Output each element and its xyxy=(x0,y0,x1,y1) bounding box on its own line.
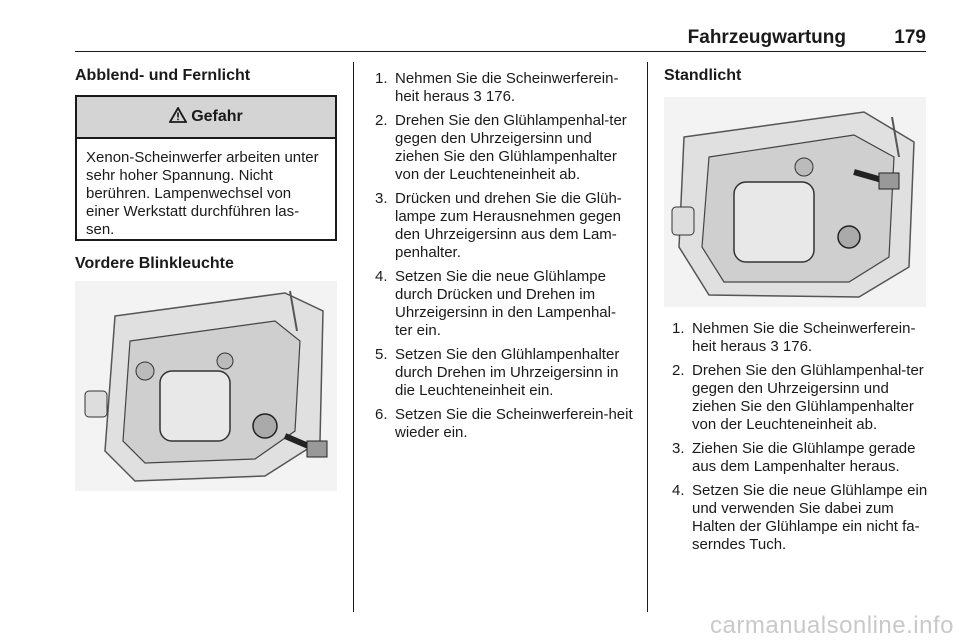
column-right xyxy=(664,66,926,86)
figure-front-indicator xyxy=(75,281,337,491)
list-item: 5. Setzen Sie den Glühlampenhalter durch Drehen im Uhrzeigersinn in die Leuchteneinheit ein. xyxy=(375,346,620,399)
column-divider-2 xyxy=(647,62,648,612)
danger-box-header xyxy=(77,97,335,139)
list-item: 6. Setzen Sie die Scheinwerferein-heit wieder ein. xyxy=(375,406,633,441)
watermark: carmanualsonline.info xyxy=(710,612,954,639)
heading-parking-light: Standlicht xyxy=(664,67,742,84)
warning-triangle-icon xyxy=(169,107,187,128)
list-item: 4. Setzen Sie die neue Glühlampe ein und verwenden Sie dabei zum Halten der Glühlampe ein nicht fa-serndes Tuch. xyxy=(672,482,928,553)
danger-box xyxy=(75,95,337,241)
list-item: 1. Nehmen Sie die Scheinwerferein-heit heraus 3 176. xyxy=(672,320,916,355)
list-item: 1. Nehmen Sie die Scheinwerferein-heit heraus 3 176. xyxy=(375,70,619,105)
list-item: 2. Drehen Sie den Glühlampenhal-ter gegen den Uhrzeigersinn und ziehen Sie den Glühlampenhalter von der Leuchteneinheit ab. xyxy=(375,112,627,183)
column-middle xyxy=(375,70,633,448)
parking-steps-list xyxy=(672,320,928,554)
page-header xyxy=(75,27,926,52)
indicator-steps-list xyxy=(375,70,633,442)
list-item: 4. Setzen Sie die neue Glühlampe durch Drücken und Drehen im Uhrzeigersinn in den Lampenhal-ter ein. xyxy=(375,268,616,339)
heading-front-indicator: Vordere Blinkleuchte xyxy=(75,255,234,272)
list-item: 3. Ziehen Sie die Glühlampe gerade aus dem Lampenhalter heraus. xyxy=(672,440,916,475)
heading-low-high-beam: Abblend- und Fernlicht xyxy=(75,67,251,84)
page-number: 179 xyxy=(894,27,926,48)
section-title: Fahrzeugwartung xyxy=(687,27,846,48)
column-left xyxy=(75,66,337,86)
danger-text: Xenon-Scheinwerfer arbeiten unter sehr hoher Spannung. Nicht berühren. Lampenwechsel von einer Werkstatt durchführen las-sen. xyxy=(86,149,319,238)
danger-title: Gefahr xyxy=(191,108,243,125)
column-divider-1 xyxy=(353,62,354,612)
figure-parking-light xyxy=(664,97,926,307)
list-item: 2. Drehen Sie den Glühlampenhal-ter gegen den Uhrzeigersinn und ziehen Sie den Glühlampenhalter von der Leuchteneinheit ab. xyxy=(672,362,924,433)
list-item: 3. Drücken und drehen Sie die Glüh-lampe zum Herausnehmen gegen den Uhrzeigersinn aus dem Lam-penhalter. xyxy=(375,190,622,261)
parking-steps-container xyxy=(672,320,928,560)
